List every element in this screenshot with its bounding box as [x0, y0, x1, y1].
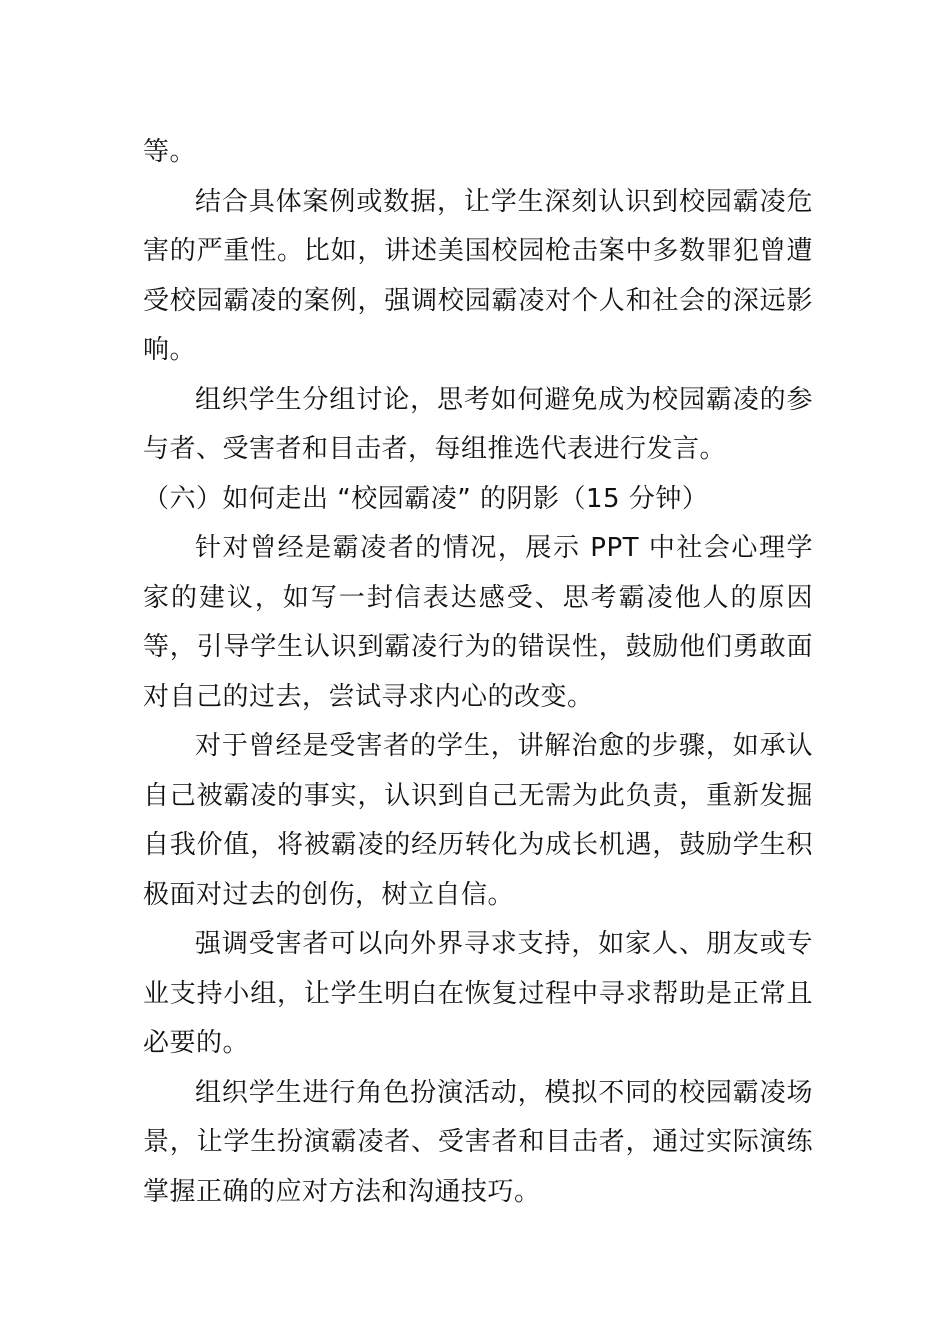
paragraph-continuation: 等。: [143, 137, 197, 167]
section-heading: （六）如何走出 “校园霸凌” 的阴影（15 分钟）: [143, 483, 709, 514]
paragraph-former-victim: 对于曾经是受害者的学生，讲解治愈的步骤，如承认自己被霸凌的事实，认识到自己无需为此负责，重新发掘自我价值，将被霸凌的经历转化为成长机遇，鼓励学生积极面对过去的创伤，树立自信。: [143, 731, 813, 910]
document-body: [143, 128, 813, 1217]
paragraph-group-discussion: 组织学生分组讨论，思考如何避免成为校园霸凌的参与者、受害者和目击者，每组推选代表进行发言。: [143, 384, 813, 464]
paragraph-role-play: 组织学生进行角色扮演活动，模拟不同的校园霸凌场景，让学生扮演霸凌者、受害者和目击者，通过实际演练掌握正确的应对方法和沟通技巧。: [143, 1077, 813, 1207]
paragraph-former-bully: 针对曾经是霸凌者的情况，展示 PPT 中社会心理学家的建议，如写一封信表达感受、思考霸凌他人的原因等，引导学生认识到霸凌行为的错误性，鼓励他们勇敢面对自己的过去，尝试寻求内心的改变。: [143, 533, 813, 712]
paragraph-case-data: 结合具体案例或数据，让学生深刻认识到校园霸凌危害的严重性。比如，讲述美国校园枪击案中多数罪犯曾遭受校园霸凌的案例，强调校园霸凌对个人和社会的深远影响。: [143, 186, 813, 365]
paragraph-seek-support: 强调受害者可以向外界寻求支持，如家人、朋友或专业支持小组，让学生明白在恢复过程中寻求帮助是正常且必要的。: [143, 929, 813, 1058]
